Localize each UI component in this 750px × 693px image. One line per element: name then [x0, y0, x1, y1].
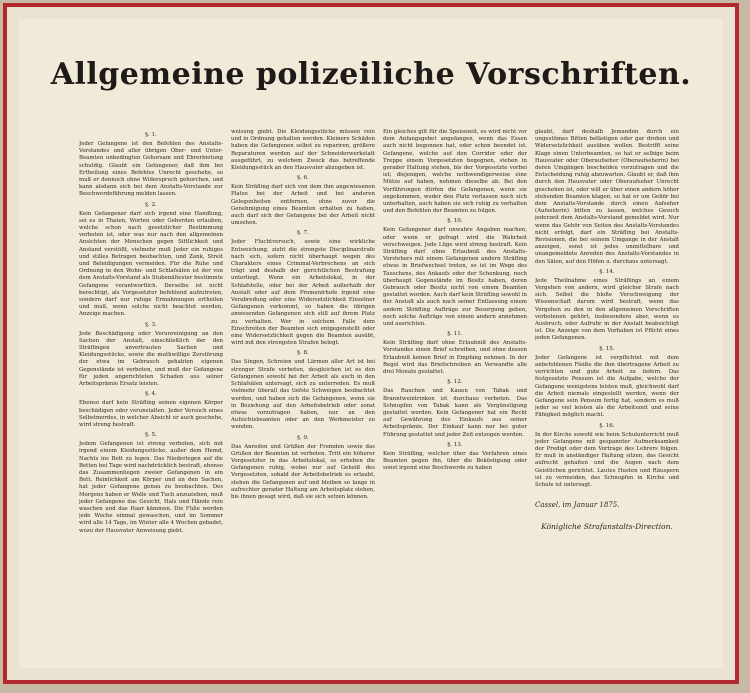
paragraph: Kein Sträfling darf ohne Erlaubniß des Anstalts-Vorstandes einen Brief schreiben, und ohne dessen Erlaubniß keinen Brief in Empfang nehmen. In der Regel wird das Briefschreiben an Verwandte alle drei Monate gestattet.	[383, 340, 527, 376]
section-heading: §. 10.	[447, 218, 463, 225]
section-heading: §. 5.	[145, 432, 157, 439]
paragraph: Jede Beschädigung oder Verunreinigung an den Sachen der Anstalt, einschließlich der den Sträflingen anvertrauten Sachen und Kleidungsstücke, sowie die muthwillige Zerstörung der etwa im Gebrauch gehabten eigenen Gegenstände ist verboten, und muß der Gefangene für jeden angerichteten Schaden aus seiner Arbeitsprämie Ersatz leisten.	[79, 330, 223, 388]
footer	[535, 501, 679, 531]
poster-frame	[3, 3, 739, 684]
paragraph: Kein Gefangener darf unwahre Angaben machen, oder wenn er gefragt wird die Wahrheit verschweigen. Jede Lüge wird streng bestraft. Kein Sträfling darf ohne Erlaubniß des Anstalts-Vorstehers mit einem Gefangenen andern Sträfling etwas in Briefwechsel treten, so ist im Wege des Tauschens, des Ankaufs oder der Schenkung, noch überhaupt Gegenstände im Besitz haben, deren Gebrauch oder Besitz nicht von einem Beamten gestattet worden. Auch darf kein Sträfling sowohl in der Anstalt als auch nach seiner Entlassung einem andern Sträfling Aufträge zur Besorgung geben, noch solche Aufträge von einem andern annehmen und ausrichten.	[383, 227, 527, 328]
paragraph: Jeder Gefangene ist verpflichtet mit dem anbefohlenen Fleiße die ihm übertragene Arbeit zu verrichten und gute Arbeit zu liefern. Das festgesetzte Pensum ist die Aufgabe, welche der Gefangene wenigstens leisten muß, gleichwohl darf die Arbeit niemals eingestellt werden, wenn der Gefangene sein Pensum fertig hat, sondern es muß jeder so viel leisten als die Arbeitszeit und seine Fähigkeit möglich macht.	[535, 354, 679, 419]
section-heading: §. 4.	[145, 391, 157, 398]
paragraph: Jedem Gefangenen ist streng verboten, sich mit irgend einem Kleidungsstücke, außer dem Hemd, Nachts ins Bett zu legen. Das Niederlegen auf die Betten bei Tage wird nachdrücklich bestraft, ebenso das Zusammenliegen zweier Gefangenen in ein Bett. Reinlichkeit am Körper und an den Sachen, hat jeder Gefangene genau zu beobachten. Des Morgens haben er Wolle und Tuch anzuziehen, muß jeder Gefangene das Gesicht, Hals und Hände rein waschen und das Haar kämmen. Die Füße werden jede Woche einmal gewaschen, und im Sommer wird alle 14 Tage, im Winter alle 4 Wochen gebadet, wozu der Hausvater Anweisung giebt.	[79, 441, 223, 534]
section-heading: §. 11.	[447, 331, 463, 338]
column-2	[231, 129, 375, 629]
section-heading: §. 6.	[297, 175, 309, 182]
text-columns	[79, 129, 679, 629]
paragraph: Ebenso darf kein Sträfling seinen eigenen Körper beschädigen oder verunstalten. Jeder Versuch eines Selbstmordes, in welcher Absicht er auch geschehe, wird streng bestraft.	[79, 400, 223, 428]
paragraph: Kein Sträfling darf sich von dem ihm angewiesenen Platze bei der Arbeit und bei anderen Gelegenheiten entfernen, ohne zuvor die Genehmigung eines Beamten erhalten zu haben, auch darf sich der Gefangene bei der Arbeit nicht umsehen.	[231, 184, 375, 227]
paragraph: Kein Gefangener darf sich irgend eine Handlung, sei es in Thaten, Worten oder Geberden erlauben, welche schon nach gesetzlicher Bestimmung verboten ist, oder was nur nach den allgemeinen Ansichten der Menschen gegen Sittlichkeit und Anstand verstößt, vielmehr muß Jeder ein ruhiges und stilles Betragen beobachten, und Zank, Streit und Beleidigungen vermeiden. Für die Ruhe und Ordnung in den Wohn- und Schlafsälen ist der von dem Anstalts-Vorstand als Stubenältester bestimmte Gefangene verantwortlich. Derselbe ist nicht berechtigt, als Vorgesetzter befehlend aufzutreten, sondern darf nur ruhige Ermahnungen ertheilen und muß, wenn solche nicht beachtet werden, Anzeige machen.	[79, 210, 223, 318]
section-heading: §. 2.	[145, 201, 157, 208]
section-heading: §. 14.	[599, 268, 615, 275]
paragraph: Das Rauchen und Kauen von Tabak und Branntweintrinken ist durchaus verboten. Das Schnupfen von Tabak kann als Vergünstigung gestattet werden. Kein Gefangener hat ein Recht auf Gewährung des Einkaufs aus seiner Arbeitsprämie. Der Einkauf kann nur bei guter Führung gestattet und jeder Zeit entzogen werden.	[383, 388, 527, 438]
paragraph: Jede Theilnahme eines Sträflings an einem Vergehen von andern, wird gleicher Strafe nach sich. Selbst die bloße Verschweigung der Wissenschaft darum wird bestraft, wenn das Vergehen zu den in den allgemeinen Vorschriften verbotenen gehört, insbesondere aber, wenn es Ausbruch, oder Aufruhr in der Anstalt beabsichtigt ist. Die Anzeige von dem Vorhaben ist Pflicht eines jeden Gefangenen.	[535, 277, 679, 342]
paragraph: Ein gleiches gilt für die Speisezeit, es wird nicht vor dem Anfangsgebet angefangen, wenn das Essen auch nicht begonnen hat, oder schon beendet ist. Gefangene, welche auf den Corridor oder der Treppe einem Vorgesetzten begegnen, stehen in gerader Haltung stehen, bis der Vorgesetzte vorbei ist; diejenigen, welche nothwendigerweise eine Mütze auf haben, nehmen dieselbe ab. Bei den Vorführungen dürfen die Gefangenen, wenn sie angekommen, weder den Platz verlassen noch sich unterhalten, auch haben sie sich ruhig zu verhalten und den Befehlen der Beamten zu folgen.	[383, 129, 527, 215]
section-heading: §. 1.	[145, 132, 157, 138]
issuing-authority: Königliche Strafanstalts-Direction.	[541, 522, 673, 532]
section-heading: §. 12.	[447, 379, 463, 386]
section-heading: §. 7.	[297, 230, 309, 237]
paragraph: Kein Sträfling, welcher über das Verfahren eines Beamten gegen ihn, über die Beköstigung oder sonst irgend eine Beschwerde zu haben	[383, 450, 527, 472]
section-heading: §. 13.	[447, 441, 463, 448]
paragraph: glaubt, darf deshalb Jemanden durch ein ungestümes Bitten belästigen oder gar drohen und Widersetzlichkeit ausüben wollen. Bestrifft seine Klage einen Unterbeamten, so hat er selbige beim Hausvater oder Oberaufseher (Oberaufseherin) bei deren Umgängen bescheiden vorzutragen und die Entscheidung ruhig abzuwarten. Glaubt er, daß ihm durch den Hausvater oder Oberaufseher Unrecht geschehen ist, oder will er über einen andern höher stehenden Beamten klagen, so hat er um Gehör bei dem Anstalts-Vorstande durch einen Aufseher (Aufseherin) bitten zu lassen, welches Gesuch jederzeit dem Anstalts-Vorstand gemeldet wird. Nur wenn das Gehör von Seiten des Anstalts-Vorstandes nicht erfolgt, darf ein Sträfling bei Anstalts-Revisionen, die bei seinem Umgange in der Anstalt anzeigen, sonst ist jedes unmittelbare und unangemeldete Anreden des Anstalts-Vorstandes in den Sälen, auf den Höfen u. durchaus untersagt.	[535, 129, 679, 265]
column-4-body	[535, 129, 679, 489]
column-3	[383, 129, 527, 629]
place-date: Cassel, im Januar 1875.	[535, 501, 620, 510]
section-heading: §. 16.	[599, 422, 615, 429]
poster-title: Allgemeine polizeiliche Vorschriften.	[50, 57, 692, 92]
paragraph: Jeder Gefangene ist den Befehlen des Anstalts-Vorstandes und aller übrigen Ober- und Unter-Beamten unbedingten Gehorsam und Ehrerbietung schuldig. Glaubt ein Gefangener, daß ihm bei Ertheilung eines Befehles Unrecht geschehe, so muß er dennoch ohne Widerspruch gehorchen, und kann alsdann sich bei dem Anstalts-Vorstande zur Beschwerdeführung melden lassen.	[79, 141, 223, 198]
paragraph: Jeder Fluchtversuch, sowie eine wirkliche Entweichung, zieht die strengste Disciplinarstrafe nach sich, sofern nicht überhaupt wegen des Charakters eines Criminal-Verbrechens an sich trägt und deshalb der gerichtlichen Bestrafung unterliegt. Wenn ein Arbeitslokal, in der Schlafstelle, oder bei der Arbeit außerhalb der Anstalt oder auf dem Promenirhofe irgend eine Verabredung oder eine Widersetzlichkeit Einzelner Gefangenen vorkommt, so haben die übrigen anwesenden Gefangenen sich still auf ihrem Platz zu verhalten. Wer in solchem Falle dem Einschreiten der Beamten sich entgegenstellt oder eine Widersetzlichkeit gegen die Beamten ausübt, wird mit den strengsten Strafen belegt.	[231, 239, 375, 347]
section-heading: §. 15.	[599, 345, 615, 352]
section-heading: §. 9.	[297, 434, 309, 441]
column-4	[535, 129, 679, 629]
paragraph: Das Singen, Schreien und Lärmen aller Art ist bei strenger Strafe verboten, desgleichen ist es den Gefangenen sowohl bei der Arbeit als auch in den Schlafsälen untersagt, sich zu unterreden. Es muß vielmehr überall das tiefste Schweigen beobachtet werden, und haben sich die Gefangenen, wenn sie in Beziehung auf den Arbeitsbetrieb oder sonst etwas vorzutragen haben, nur an den Aufsichtsbeamten oder an den Werkmeister zu wenden.	[231, 359, 375, 431]
paragraph: Das Anreden und Grüßen der Fremden sowie das Grüßen der Beamten ist verboten. Tritt ein höherer Vorgesetzter in das Arbeitslokal, so erheben die Gefangenen ruhig, wobei nur auf Geheiß des Vorgesetzten, sobald der Arbeitsbetrieb es erlaubt, stehen die Gefangenen auf und bleiben so lange in aufrechter gerader Haltung am Arbeitsplatz stehen, bis ihnen gesagt wird, daß sie sich setzen können.	[231, 443, 375, 500]
poster-sheet	[19, 19, 723, 668]
paragraph: weisung giebt. Die Kleidungsstücke müssen rein und in Ordnung gehalten werden. Kleinere Schäden haben die Gefangenen selbst zu repariren, größere Reparaturen werden auf der Schneiderwerkstatt ausgeführt, zu welchem Zweck das betreffende Kleidungsstück an den Hausvater abzugeben ist.	[231, 129, 375, 172]
paragraph: In der Kirche sowohl wie beim Schulunterricht muß jeder Gefangene mit gespannter Aufmerksamkeit der Predigt oder dem Vortrage des Lehrers folgen. Er muß in anständiger Haltung sitzen, das Gesicht aufrecht gehalten und die Augen nach dem Geistlichen gerichtet. Lautes Husten und Räuspern ist zu vermeiden, das Schnupfen in Kirche und Schule ist untersagt.	[535, 431, 679, 488]
section-heading: §. 3.	[145, 321, 157, 328]
column-1	[79, 129, 223, 629]
section-heading: §. 8.	[297, 350, 309, 357]
